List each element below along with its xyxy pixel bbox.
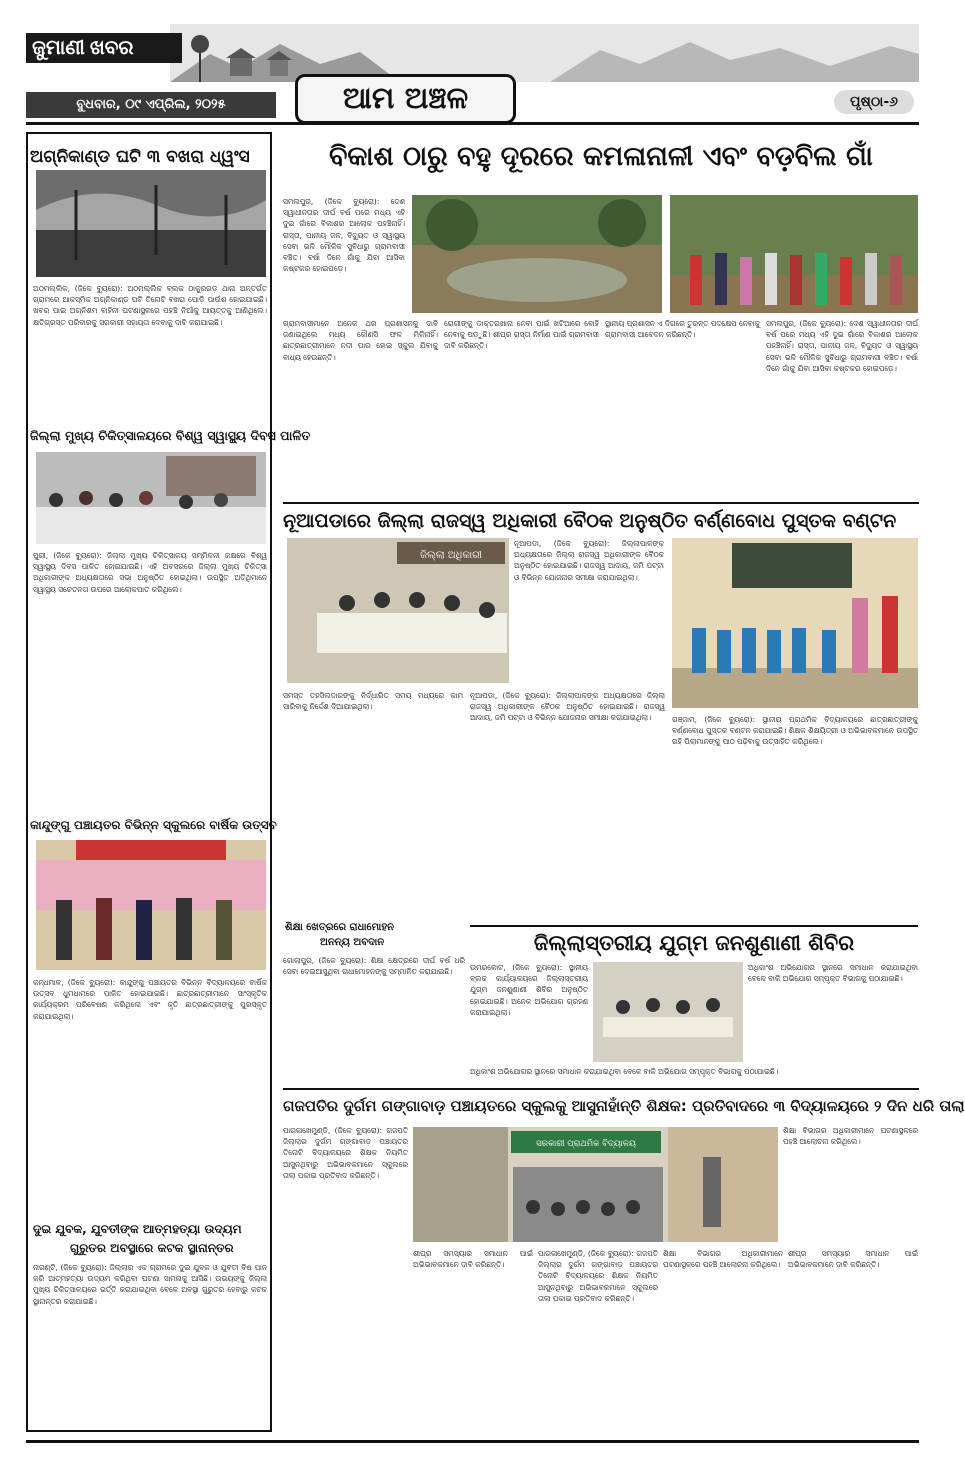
village-scenery-illustration [170,24,919,82]
photo-revenue-meeting [287,538,509,683]
article-kamalanali-1: ସମଲପୁର, (ଜିକେ ବ୍ୟୁରୋ): ଦେଶ ସ୍ୱାଧୀନତାର ଦୀର୍ଘ ବର୍ଷ ପରେ ମଧ୍ୟ ଏହି ଦୁଇ ଗାଁରେ ବିକାଶର ଆଲୋକ ପହଞ୍ଚିନାହିଁ। ରାସ୍ତା, ପାନୀୟ ଜଳ, ବିଦ୍ୟୁତ ଓ ସ୍ୱାସ୍ଥ୍ୟ ସେବା ଭଳି ମୌଳିକ ସୁବିଧାରୁ ଗ୍ରାମବାସୀ ବଞ୍ଚିତ। ବର୍ଷା ଦିନେ ଗାଁକୁ ଯିବା ଆସିବା କଷ୍ଟକର ହୋଇପଡ଼େ। [283,197,405,274]
issue-date: ବୁଧବାର, ୦୯ ଏପ୍ରିଲ, ୨୦୨୫ [26,92,276,118]
article-teacher-absence-5: ଶିକ୍ଷା ବିଭାଗର ଅଧିକାରୀମାନେ ଘଟଣାସ୍ଥଳରେ ପହଞ୍ଚି ଆଲୋଚନା କରିଥିଲେ। [663,1249,783,1270]
article-annual-function: କନ୍ଧମାଳ, (ଜିକେ ବ୍ୟୁରୋ): କାନ୍ଦୁଙ୍ଗୁ ପଞ୍ଚାୟତର ବିଭିନ୍ନ ବିଦ୍ୟାଳୟରେ ବାର୍ଷିକ ଉତ୍ସବ ଧୁମଧାମରେ ପାଳିତ ହୋଇଯାଇଛି। ଛାତ୍ରଛାତ୍ରୀମାନେ ସାଂସ୍କୃତିକ କାର୍ଯ୍ୟକ୍ରମ ପରିବେଷଣ କରିଥିଲେ ଏବଂ କୃତି ଛାତ୍ରଛାତ୍ରୀଙ୍କୁ ପୁରସ୍କୃତ କରାଯାଇଥିଲା। [33,978,267,1021]
article-kamalanali-4: ସ୍ଥାନୀୟ ପ୍ରଶାସନ ଏ ଦିଗରେ ତୁରନ୍ତ ପଦକ୍ଷେପ ନେବାକୁ ଗ୍ରାମବାସୀ ଆବେଦନ କରିଛନ୍ତି। [605,319,760,340]
headline-fire: ଅଗ୍ନିକାଣ୍ଡ ଘଟି ୩ ବଖରା ଧ୍ୱଂସ [30,147,250,167]
article-public-hearing-1: ଉମରକୋଟ, (ଜିକେ ବ୍ୟୁରୋ): ସ୍ଥାନୀୟ ବ୍ଲକ କାର୍ଯ୍ୟାଳୟରେ ଜିଲ୍ଲାସ୍ତରୀୟ ଯୁଗ୍ମ ଜନଶୁଣାଣୀ ଶିବିର ଅନୁଷ୍ଠିତ ହୋଇଯାଇଛି। ଅନେକ ଅଭିଯୋଗ ଗ୍ରହଣ କରାଯାଇଥିଲା। [470,963,588,1017]
footer-rule [26,1440,919,1443]
subheadline-suicide-attempt: ଗୁରୁତର ଅବସ୍ଥାରେ କଟକ ସ୍ଥାନାନ୍ତର [70,1241,234,1255]
photo-fire [36,170,266,277]
photo-villagers [670,195,918,313]
article-suicide-attempt: ନାରଣ୍ଟି, (ଜିକେ ବ୍ୟୁରୋ): ଜିଲ୍ଲାର ଏକ ଗ୍ରାମରେ ଦୁଇ ଯୁବକ ଓ ଯୁବତୀ ବିଷ ପାନ କରି ଆତ୍ମହତ୍ୟା ଉଦ୍ୟମ କରିଥିବା ଘଟଣା ସାମନାକୁ ଆସିଛି। ଉଭୟଙ୍କୁ ଜିଲ୍ଲା ମୁଖ୍ୟ ଚିକିତ୍ସାଳୟରେ ଭର୍ତ୍ତି କରାଯାଇଥିବା ବେଳେ ଅବସ୍ଥା ଗୁରୁତର ହେବାରୁ କଟକ ସ୍ଥାନାନ୍ତର କରାଯାଇଛି। [33,1263,267,1306]
school-signboard-text: ସରକାରୀ ପ୍ରାଥମିକ ବିଦ୍ୟାଳୟ [536,1139,636,1149]
article-kamalanali-3: ରୋଗୀଙ୍କୁ ଡାକ୍ତରଖାନା ନେବା ପାଇଁ ଖଟିଆରେ ବୋହି ନେବାକୁ ପଡ଼ୁଛି। ଶୀଘ୍ର ରାସ୍ତା ନିର୍ମାଣ ପାଇଁ ଗ୍ରାମବାସୀ ଦାବି କରିଛନ୍ତି। [444,319,599,351]
article-teacher-absence-1: ପାରଳାଖେମୁଣ୍ଡି, (ଜିକେ ବ୍ୟୁରୋ): ଗଜପତି ଜିଲ୍ଲାର ଦୁର୍ଗମ ଗଙ୍ଗାବାଡ଼ ପଞ୍ଚାୟତର ତିନୋଟି ବିଦ୍ୟାଳୟରେ ଶିକ୍ଷକ ନିୟମିତ ଆସୁନଥିବାରୁ ଅଭିଭାବକମାନେ ସ୍କୁଲରେ ତାଲା ପକାଇ ପ୍ରତିବାଦ କରିଛନ୍ତି। [283,1126,408,1180]
photo-annual-function [36,840,266,970]
article-public-hearing-3: ଅଧିକାଂଶ ଅଭିଯୋଗର ସ୍ଥାନରେ ସମାଧାନ କରାଯାଇଥିବା ବେଳେ ବାକି ଅଭିଯୋଗ ସମ୍ପୃକ୍ତ ବିଭାଗକୁ ପଠାଯାଇଛି। [470,1067,779,1076]
photo-school-lock [413,1127,778,1242]
article-revenue-meeting-2: ସମସ୍ତ ତହସିଲଦାରଙ୍କୁ ନିର୍ଦ୍ଧାରିତ ସମୟ ମଧ୍ୟରେ କାମ ସାରିବାକୁ ନିର୍ଦ୍ଦେଶ ଦିଆଯାଇଥିଲା। [283,691,463,712]
photo-village-stream [412,195,662,313]
headline-kamalanali: ବିକାଶ ଠାରୁ ବହୁ ଦୂରରେ କମଳାନାଳୀ ଏବଂ ବଡ଼ବିଲ ଗାଁ [329,141,873,172]
top-rule [26,122,919,125]
divider-rule [283,502,919,504]
article-teacher-absence-3: ଶୀଘ୍ର ସମସ୍ୟାର ସମାଧାନ ପାଇଁ ଅଭିଭାବକମାନେ ଦାବି କରିଛନ୍ତି। [413,1249,533,1270]
article-kamalanali-5: ସମଲପୁର, (ଜିକେ ବ୍ୟୁରୋ): ଦେଶ ସ୍ୱାଧୀନତାର ଦୀର୍ଘ ବର୍ଷ ପରେ ମଧ୍ୟ ଏହି ଦୁଇ ଗାଁରେ ବିକାଶର ଆଲୋକ ପହଞ୍ଚିନାହିଁ। ରାସ୍ତା, ପାନୀୟ ଜଳ, ବିଦ୍ୟୁତ ଓ ସ୍ୱାସ୍ଥ୍ୟ ସେବା ଭଳି ମୌଳିକ ସୁବିଧାରୁ ଗ୍ରାମବାସୀ ବଞ୍ଚିତ। ବର୍ଷା ଦିନେ ଗାଁକୁ ଯିବା ଆସିବା କଷ୍ଟକର ହୋଇପଡ଼େ। [766,319,918,373]
meeting-banner-text: ଜିଲ୍ଲା ଅଧିକାରୀ [420,550,482,561]
masthead-banner [170,24,919,82]
headline-public-hearing: ଜିଲ୍ଲାସ୍ତରୀୟ ଯୁଗ୍ମ ଜନଶୁଣାଣୀ ଶିବିର [533,931,855,955]
section-title: ଆମ ଅଞ୍ଚଳ [295,74,516,124]
article-teacher-absence-6: ଶୀଘ୍ର ସମସ୍ୟାର ସମାଧାନ ପାଇଁ ଅଭିଭାବକମାନେ ଦାବି କରିଛନ୍ତି। [788,1249,918,1270]
headline-teacher-absence: ଗଜପତିର ଦୁର୍ଗମ ଗଙ୍ଗାବାଡ଼ ପଞ୍ଚାୟତରେ ସ୍କୁଲକୁ ଆସୁନାହାଁନ୍ତି ଶିକ୍ଷକ: ପ୍ରତିବାଦରେ ୩ ବିଦ୍ୟାଳୟରେ ୨ ଦିନ ଧରି ତାଲା [283,1097,965,1115]
article-book-distribution: ଗଞ୍ଜାମ, (ଜିକେ ବ୍ୟୁରୋ): ସ୍ଥାନୀୟ ପ୍ରାଥମିକ ବିଦ୍ୟାଳୟରେ ଛାତ୍ରଛାତ୍ରୀଙ୍କୁ ବର୍ଣ୍ଣବୋଧ ପୁସ୍ତକ ବଣ୍ଟନ କରାଯାଇଛି। ଶିକ୍ଷକ ଶିକ୍ଷୟିତ୍ରୀ ଓ ଅଭିଭାବକମାନେ ଉପସ୍ଥିତ ରହି ପିଲାମାନଙ୍କୁ ପାଠ ପଢ଼ିବାକୁ ଉତ୍ସାହିତ କରିଥିଲେ। [672,715,918,747]
article-kamalanali-2: ଗ୍ରାମବାସୀମାନେ ଅନେକ ଥର ପ୍ରଶାସନକୁ ଦାବି ଜଣାଇଥିଲେ ମଧ୍ୟ କୌଣସି ଫଳ ମିଳିନାହିଁ। ଛାତ୍ରଛାତ୍ରୀମାନେ ନଦୀ ପାର ହୋଇ ସ୍କୁଲ ଯିବାକୁ ବାଧ୍ୟ ହେଉଛନ୍ତି। [283,319,438,362]
article-public-hearing-2: ଅଧିକାଂଶ ଅଭିଯୋଗର ସ୍ଥାନରେ ସମାଧାନ କରାଯାଇଥିବା ବେଳେ ବାକି ଅଭିଯୋଗ ସମ୍ପୃକ୍ତ ବିଭାଗକୁ ପଠାଯାଇଛି। [748,963,918,984]
article-revenue-meeting-3: ନୂଆପଡା, (ଜିକେ ବ୍ୟୁରୋ): ଜିଲ୍ଲାପାଳଙ୍କ ଅଧ୍ୟକ୍ଷତାରେ ଜିଲ୍ଲା ରାଜସ୍ୱ ଅଧିକାରୀଙ୍କ ବୈଠକ ଅନୁଷ୍ଠିତ ହୋଇଯାଇଛି। ରାଜସ୍ୱ ଆଦାୟ, ଜମି ପଟ୍ଟା ଓ ବିଭିନ୍ନ ଯୋଜନାର ସମୀକ୍ଷା କରାଯାଇଥିଲା। [470,691,665,723]
article-teacher-absence-4: ପାରଳାଖେମୁଣ୍ଡି, (ଜିକେ ବ୍ୟୁରୋ): ଗଜପତି ଜିଲ୍ଲାର ଦୁର୍ଗମ ଗଙ୍ଗାବାଡ଼ ପଞ୍ଚାୟତର ତିନୋଟି ବିଦ୍ୟାଳୟରେ ଶିକ୍ଷକ ନିୟମିତ ଆସୁନଥିବାରୁ ଅଭିଭାବକମାନେ ସ୍କୁଲରେ ତାଲା ପକାଇ ପ୍ରତିବାଦ କରିଛନ୍ତି। [538,1249,658,1303]
headline-book-distribution: ବର୍ଣ୍ଣବୋଧ ପୁସ୍ତକ ବଣ୍ଟନ [693,510,897,532]
photo-book-distribution [672,538,918,708]
subheadline-radhamohan: ଅନନ୍ୟ ଅବଦାନ [320,937,385,948]
article-health-day: ପୁରୀ, (ଜିକେ ବ୍ୟୁରୋ): ଜିଲ୍ଲା ମୁଖ୍ୟ ଚିକିତ୍ସାଳୟ ସମ୍ମିଳନୀ କକ୍ଷରେ ବିଶ୍ୱ ସ୍ୱାସ୍ଥ୍ୟ ଦିବସ ପାଳିତ ହୋଇଯାଇଛି। ଏହି ଅବସରରେ ଜିଲ୍ଲା ମୁଖ୍ୟ ଚିକିତ୍ସା ଅଧିକାରୀଙ୍କ ଅଧ୍ୟକ୍ଷତାରେ ସଭା ଅନୁଷ୍ଠିତ ହୋଇଥିଲା। ଉପସ୍ଥିତ ଅତିଥିମାନେ ସ୍ୱାସ୍ଥ୍ୟ ସଚେତନତା ଉପରେ ଆଲୋକପାତ କରିଥିଲେ। [33,551,267,594]
photo-health-day [36,452,266,544]
newspaper-brand: ଜୁମାଣୀ ଖବର [26,33,182,63]
headline-health-day: ଜିଲ୍ଲା ମୁଖ୍ୟ ଚିକିତ୍ସାଳୟରେ ବିଶ୍ୱ ସ୍ୱାସ୍ଥ୍ୟ ଦିବସ ପାଳିତ [30,428,311,443]
article-fire: ଅଠମଲ୍ଲିକ, (ଜିକେ ବ୍ୟୁରୋ): ଅଠମଲ୍ଲିକ ବ୍ଲକ ଠାକୁରଗଡ଼ ଥାନା ଅନ୍ତର୍ଗତ ଗ୍ରାମରେ ଆକସ୍ମିକ ଅଗ୍ନିକାଣ୍ଡ ଘଟି ତିନୋଟି ବଖରା ପୋଡ଼ି ପାଉଁଶ ହୋଇଯାଇଛି। ଖବର ପାଇ ଅଗ୍ନିଶମ ବାହିନୀ ଘଟଣାସ୍ଥଳରେ ପହଞ୍ଚି ନିଆଁକୁ ଆୟତ୍ତକୁ ଆଣିଥିଲେ। କ୍ଷତିଗ୍ରସ୍ତ ପରିବାରକୁ ସରକାରୀ ସହାୟତା ଦେବାକୁ ଦାବି କରାଯାଇଛି। [33,284,267,327]
headline-annual-function: କାନ୍ଦୁଙ୍ଗୁ ପଞ୍ଚାୟତର ବିଭିନ୍ନ ସ୍କୁଲରେ ବାର୍ଷିକ ଉତ୍ସବ [30,818,277,832]
headline-radhamohan: ଶିକ୍ଷା ଖେତ୍ରରେ ରାଧାମୋହନ [285,922,395,933]
photo-public-hearing [593,962,743,1062]
headline-revenue-meeting: ନୂଆପଡାରେ ଜିଲ୍ଲା ରାଜସ୍ୱ ଅଧିକାରୀ ବୈଠକ ଅନୁଷ୍ଠିତ [283,510,688,532]
headline-suicide-attempt: ଦୁଇ ଯୁବକ, ଯୁବତୀଙ୍କ ଆତ୍ମହତ୍ୟା ଉଦ୍ୟମ [33,1222,242,1236]
page-number: ପୃଷ୍ଠା-୬ [834,90,914,114]
article-radhamohan: ଗୋଲାପୁର, (ଜିକେ ବ୍ୟୁରୋ): ଶିକ୍ଷା କ୍ଷେତ୍ରରେ ଦୀର୍ଘ ବର୍ଷ ଧରି ସେବା ଦେଇଆସୁଥିବା ରାଧାମୋହନଙ୍କୁ ସମ୍ମାନିତ କରାଯାଇଛି। [283,956,465,977]
bottom-rule [283,1088,919,1090]
article-revenue-meeting-1: ନୂଆପଡା, (ଜିକେ ବ୍ୟୁରୋ): ଜିଲ୍ଲାପାଳଙ୍କ ଅଧ୍ୟକ୍ଷତାରେ ଜିଲ୍ଲା ରାଜସ୍ୱ ଅଧିକାରୀଙ୍କ ବୈଠକ ଅନୁଷ୍ଠିତ ହୋଇଯାଇଛି। ରାଜସ୍ୱ ଆଦାୟ, ଜମି ପଟ୍ଟା ଓ ବିଭିନ୍ନ ଯୋଜନାର ସମୀକ୍ଷା କରାଯାଇଥିଲା। [514,539,664,582]
article-teacher-absence-2: ଶିକ୍ଷା ବିଭାଗର ଅଧିକାରୀମାନେ ଘଟଣାସ୍ଥଳରେ ପହଞ୍ଚି ଆଲୋଚନା କରିଥିଲେ। [783,1126,918,1147]
